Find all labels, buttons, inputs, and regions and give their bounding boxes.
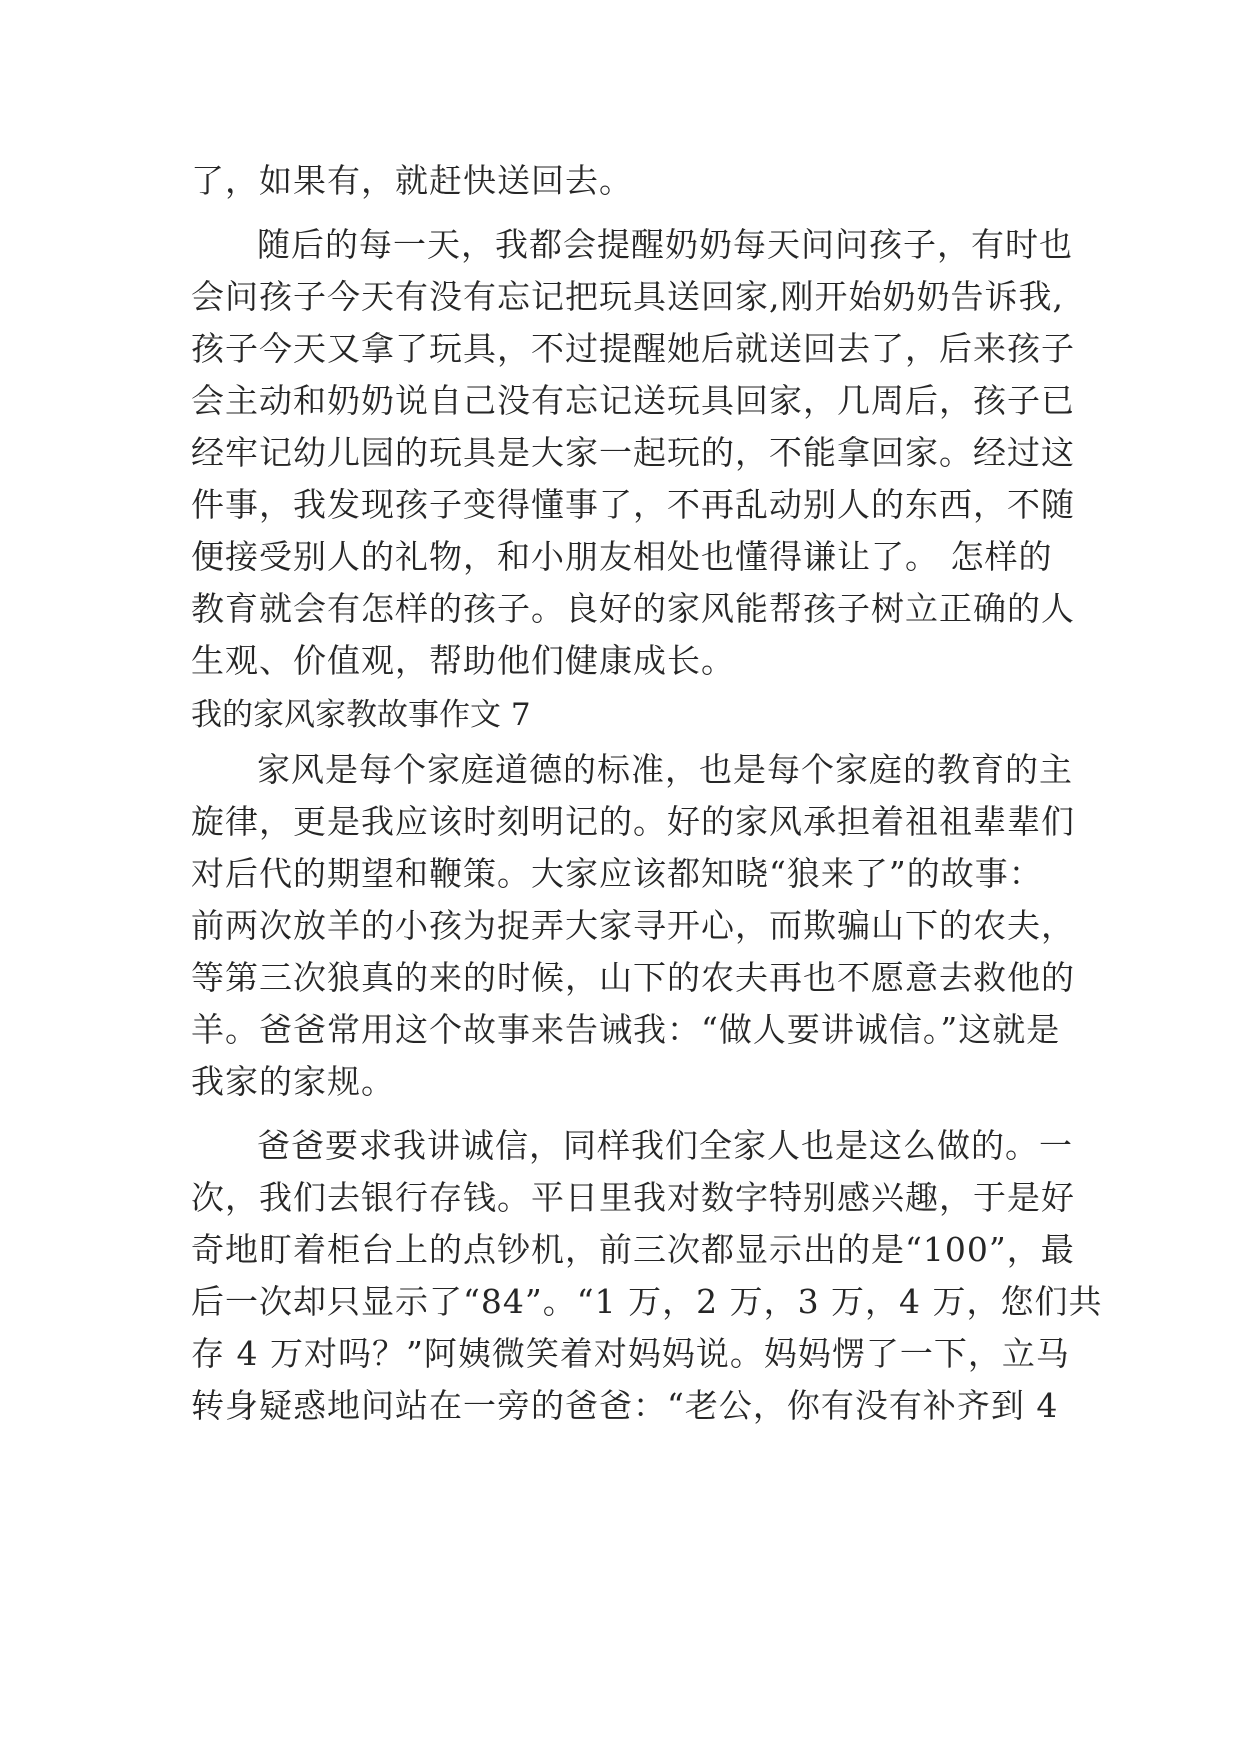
paragraph-line: 教育就会有怎样的孩子。良好的家风能帮孩子树立正确的人 [191, 589, 1075, 628]
paragraph-line: 会问孩子今天有没有忘记把玩具送回家,刚开始奶奶告诉我, [191, 277, 1064, 316]
paragraph-line: 等第三次狼真的来的时候，山下的农夫再也不愿意去救他的 [191, 958, 1075, 997]
paragraph-line: 经牢记幼儿园的玩具是大家一起玩的，不能拿回家。经过这 [191, 433, 1075, 472]
paragraph-line: 羊。爸爸常用这个故事来告诫我：“做人要讲诚信。”这就是 [191, 1010, 1061, 1049]
paragraph-line: 会主动和奶奶说自己没有忘记送玩具回家，几周后，孩子已 [191, 381, 1075, 420]
paragraph-line: 生观、价值观，帮助他们健康成长。 [191, 641, 735, 680]
paragraph-line: 件事，我发现孩子变得懂事了，不再乱动别人的东西，不随 [191, 485, 1075, 524]
paragraph-line: 后一次却只显示了“84”。“1 万，2 万，3 万，4 万，您们共 [191, 1282, 1103, 1321]
paragraph-line: 孩子今天又拿了玩具，不过提醒她后就送回去了，后来孩子 [191, 329, 1075, 368]
paragraph-line: 对后代的期望和鞭策。大家应该都知晓“狼来了”的故事： [191, 854, 1043, 893]
paragraph-line: 我家的家规。 [191, 1062, 395, 1101]
paragraph-line: 旋律，更是我应该时刻明记的。好的家风承担着祖祖辈辈们 [191, 802, 1075, 841]
paragraph-line: 随后的每一天，我都会提醒奶奶每天问问孩子，有时也 [257, 225, 1073, 264]
paragraph-line: 了，如果有，就赶快送回去。 [191, 161, 633, 200]
paragraph-line: 家风是每个家庭道德的标准，也是每个家庭的教育的主 [257, 750, 1073, 789]
paragraph-line: 次，我们去银行存钱。平日里我对数字特别感兴趣，于是好 [191, 1178, 1075, 1217]
paragraph-line: 存 4 万对吗？”阿姨微笑着对妈妈说。妈妈愣了一下，立马 [191, 1334, 1070, 1373]
section-heading: 我的家风家教故事作文 7 [191, 697, 531, 733]
paragraph-line: 奇地盯着柜台上的点钞机，前三次都显示出的是“100”，最 [191, 1230, 1075, 1269]
paragraph-line: 转身疑惑地问站在一旁的爸爸：“老公，你有没有补齐到 4 [191, 1386, 1059, 1425]
paragraph-line: 便接受别人的礼物，和小朋友相处也懂得谦让了。 怎样的 [191, 537, 1053, 576]
paragraph-line: 前两次放羊的小孩为捉弄大家寻开心，而欺骗山下的农夫， [191, 906, 1075, 945]
paragraph-line: 爸爸要求我讲诚信，同样我们全家人也是这么做的。一 [257, 1126, 1073, 1165]
